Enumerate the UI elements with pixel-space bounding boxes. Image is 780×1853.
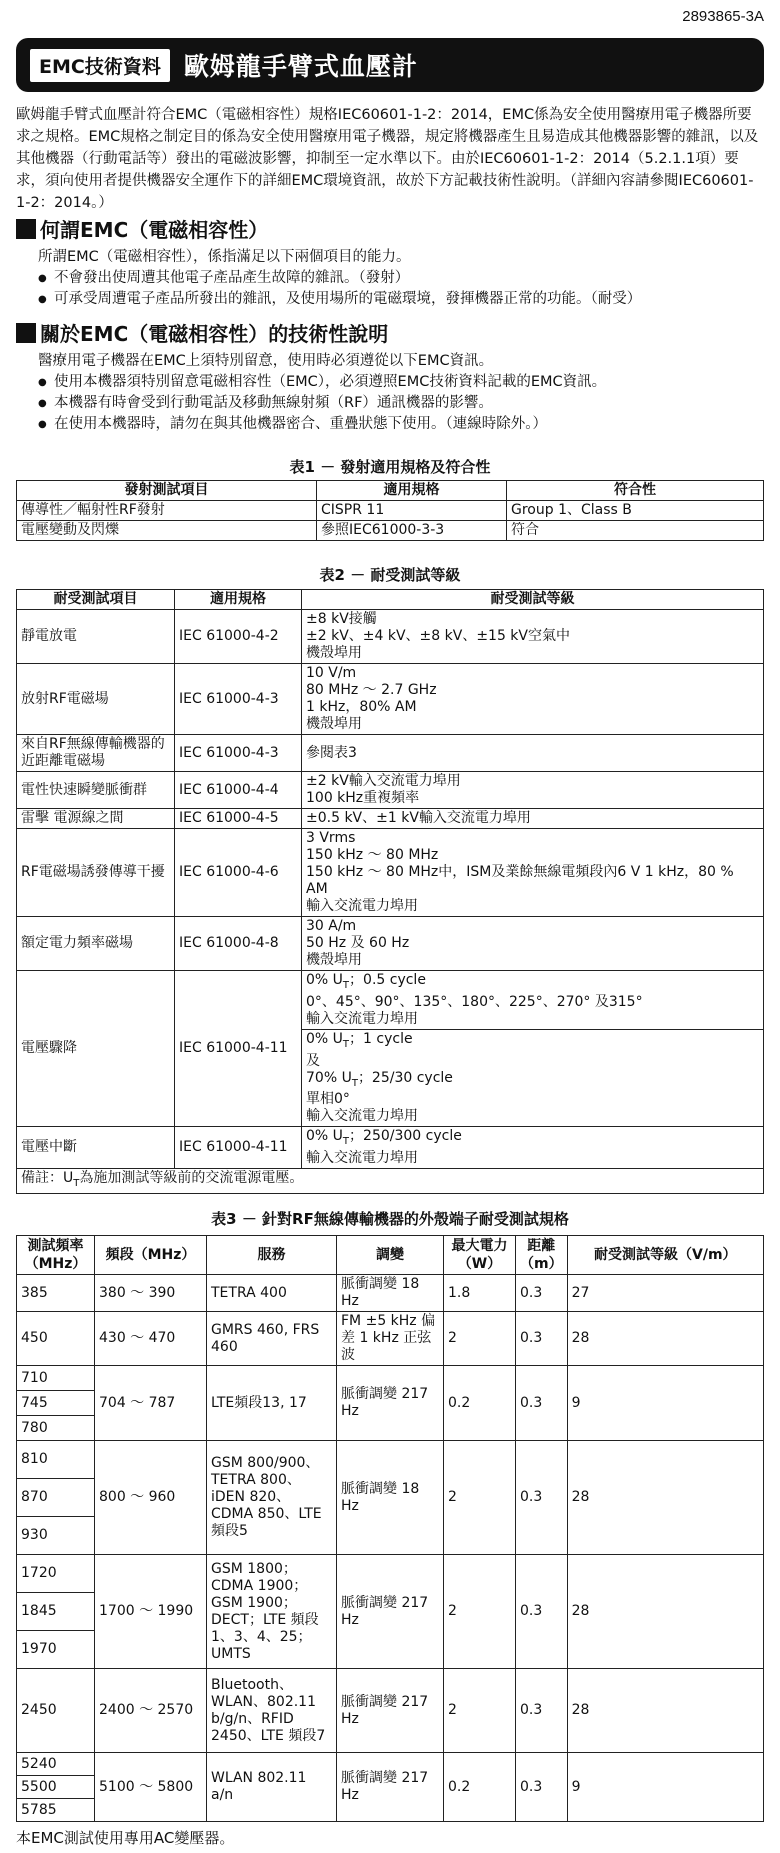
bullet-list [16,268,764,310]
table1-caption: 表1 － 發射適用規格及符合性 [289,458,491,476]
table-row [17,501,764,521]
cell-line: 0°、45°、90°、135°、180°、225°、270° 及315° [306,993,643,1010]
table-row [17,1669,764,1753]
table-row [17,1441,764,1479]
table-cell: IEC 61000-4-3 [175,664,302,735]
cell-line: ±8 kV接觸 [306,611,377,627]
ut-subscript: T [73,1177,80,1189]
table-cell: 脈衝調變 217 Hz [337,1366,444,1441]
table2-caption: 表2 － 耐受測試等級 [319,566,461,584]
table-row [17,917,764,971]
ut-subscript: T [342,979,350,991]
list-item: ● 使用本機器須特別留意電磁相容性（EMC），必須遵照EMC技術資料記載的EMC資訊。 [54,372,764,393]
table-cell [302,829,764,917]
table-row [17,1312,764,1366]
square-bullet-icon [16,219,36,239]
rf-wireless-table [16,1235,764,1822]
table-cell [302,917,764,971]
column-header: 測試頻率（MHz） [17,1236,95,1275]
table-cell: 710 [17,1366,95,1391]
cell-line: 輸入交流電力埠用 [306,1150,418,1167]
table-cell [302,1127,764,1169]
table-cell: 800 ～ 960 [95,1441,207,1555]
table-cell: IEC 61000-4-2 [175,610,302,664]
table-row [17,829,764,917]
table-cell: 2 [444,1312,516,1366]
cell-line: 輸入交流電力埠用 [306,1108,418,1125]
cell-line [306,1031,759,1053]
emission-table [16,480,764,541]
cell-line: 10 V/m [306,665,357,681]
table-cell: 1845 [17,1593,95,1631]
cell-line: 機殼埠用 [306,716,362,732]
ut-prefix: 備註：U [21,1170,74,1187]
table-cell: 電壓中斷 [17,1127,175,1169]
table-cell: 1970 [17,1631,95,1669]
table-row [17,1555,764,1593]
table-cell: 5500 [17,1776,95,1799]
table-cell: 780 [17,1416,95,1441]
table-cell: 靜電放電 [17,610,175,664]
table-cell: IEC 61000-4-3 [175,735,302,772]
table-cell [302,772,764,809]
table-cell: GSM 800/900、TETRA 800、iDEN 820、CDMA 850、LTE 頻段5 [207,1441,337,1555]
footer-note: 本EMC測試使用專用AC變壓器。 [16,1829,235,1847]
list-item: ● 不會發出使周遭其他電子產品產生故障的雜訊。（發射） [54,268,764,289]
table-cell: 0.3 [516,1555,568,1669]
table-cell [302,1029,764,1127]
table-row [17,772,764,809]
cell-line: 3 Vrms [306,830,356,846]
section-heading-text: 關於EMC（電磁相容性）的技術性說明 [40,322,389,346]
cell-line [21,1170,759,1192]
cell-line: 單相0° [306,1091,350,1108]
table-cell: 2 [444,1555,516,1669]
section-lead: 醫療用電子機器在EMC上須特別留意，使用時必須遵從以下EMC資訊。 [38,353,494,369]
table-cell: 1700 ～ 1990 [95,1555,207,1669]
ut-rest: ；250/300 cycle [349,1128,462,1145]
table-cell: 電性快速瞬變脈衝群 [17,772,175,809]
table-cell: 5785 [17,1799,95,1822]
table-header-row [17,590,764,610]
cell-line: 150 kHz ～ 80 MHz [306,847,439,863]
table-cell: 脈衝調變 217 Hz [337,1753,444,1822]
table-cell: 1.8 [444,1275,516,1312]
cell-line: ±0.5 kV、±1 kV輸入交流電力埠用 [306,810,531,826]
table-cell: 28 [567,1441,763,1555]
ut-subscript: T [351,1077,358,1089]
table-cell: 脈衝調變 18 Hz [337,1275,444,1312]
table-cell: 0.2 [444,1753,516,1822]
table-cell: 0.2 [444,1366,516,1441]
ut-prefix: 0% U [306,1030,343,1047]
table-row [17,809,764,829]
table-cell: 2 [444,1441,516,1555]
banner-tag: EMC技術資料 [30,49,170,82]
section-heading [16,214,764,243]
list-item: ● 在使用本機器時，請勿在與其他機器密合、重疊狀態下使用。（連線時除外。） [54,414,764,435]
table-cell: 430 ～ 470 [95,1312,207,1366]
title-banner [16,38,764,92]
table-cell: 傳導性／輻射性RF發射 [17,501,317,521]
cell-line: 100 kHz重複頻率 [306,790,420,806]
table-cell: 28 [567,1312,763,1366]
table-cell: IEC 61000-4-11 [175,971,302,1127]
column-header: 適用規格 [175,590,302,610]
table-cell: 電壓變動及閃爍 [17,521,317,541]
column-header: 符合性 [507,481,764,501]
table-cell [302,664,764,735]
table-cell: IEC 61000-4-6 [175,829,302,917]
table-cell: 額定電力頻率磁場 [17,917,175,971]
table-cell: 28 [567,1555,763,1669]
cell-line: 1 kHz，80% AM [306,699,417,715]
table-cell: 5240 [17,1753,95,1776]
table-cell: 2450 [17,1669,95,1753]
ut-prefix: 0% U [306,972,343,988]
section-what-is-emc [16,214,764,310]
table-cell [302,971,764,1030]
table-cell: 704 ～ 787 [95,1366,207,1441]
cell-line: ±2 kV輸入交流電力埠用 [306,773,461,789]
column-header: 耐受測試等級 [302,590,764,610]
cell-line: 50 Hz 及 60 Hz [306,935,410,951]
table-cell: 1720 [17,1555,95,1593]
table-header-row [17,481,764,501]
table-note [17,1169,764,1194]
table-row [17,521,764,541]
table-cell: Bluetooth、WLAN、802.11 b/g/n、RFID 2450、LTE 頻段7 [207,1669,337,1753]
table-cell: 745 [17,1391,95,1416]
table-header-row [17,1236,764,1275]
cell-line [306,972,759,994]
ut-subscript: T [342,1038,350,1050]
ut-prefix: 70% U [306,1069,352,1086]
table-note-row [17,1169,764,1194]
ut-subscript: T [342,1136,350,1148]
ut-rest: 為施加測試等級前的交流電源電壓。 [79,1170,304,1187]
table-cell: 9 [567,1753,763,1822]
table-cell: GMRS 460, FRS 460 [207,1312,337,1366]
intro-paragraph: 歐姆龍手臂式血壓計符合EMC（電磁相容性）規格IEC60601-1-2：2014，EMC係為安全使用醫療用電子機器所要求之規格。EMC規格之制定目的係為安全使用醫療用電子機器，規定將機器產生且易造成其他機器影響的雜訊，以及其他機器（行動電話等）發出的電磁波影響，抑制至一定水準以下。由於IEC60601-1-2：2014（5.2.1.1項）要求，須向使用者提供機器安全運作下的詳細EMC環境資訊，故於下方記載技術性說明。（詳細內容請參閱IEC60601-1-2：2014。） [16,107,759,211]
column-header: 最大電力（W） [444,1236,516,1275]
cell-line: 及 [306,1052,320,1069]
table-cell: WLAN 802.11 a/n [207,1753,337,1822]
cell-line: 參閱表3 [306,744,357,761]
section-heading-text: 何謂EMC（電磁相容性） [40,218,269,242]
table-cell: 脈衝調變 217 Hz [337,1669,444,1753]
cell-line: 輸入交流電力埠用 [306,1010,418,1027]
table-row [17,610,764,664]
cell-line: 30 A/m [306,918,357,934]
table-cell: TETRA 400 [207,1275,337,1312]
table-cell: LTE頻段13, 17 [207,1366,337,1441]
section-emc-technical [16,318,764,435]
list-item: ● 本機器有時會受到行動電話及移動無線射頻（RF）通訊機器的影響。 [54,393,764,414]
ut-prefix: 0% U [306,1128,343,1145]
table-row [17,735,764,772]
column-header: 耐受測試項目 [17,590,175,610]
table-cell: 930 [17,1517,95,1555]
table-cell: 0.3 [516,1275,568,1312]
table-cell: 28 [567,1669,763,1753]
table-cell: 電壓驟降 [17,971,175,1127]
table-cell: 來自RF無線傳輸機器的近距離電磁場 [17,735,175,772]
table-cell: 符合 [507,521,764,541]
column-header: 耐受測試等級（V/m） [567,1236,763,1275]
table-cell: IEC 61000-4-4 [175,772,302,809]
column-header: 發射測試項目 [17,481,317,501]
table-row [17,971,764,1030]
cell-line: 機殼埠用 [306,645,362,661]
table-cell: 27 [567,1275,763,1312]
table-cell: 脈衝調變 18 Hz [337,1441,444,1555]
column-header: 服務 [207,1236,337,1275]
cell-line: ±2 kV、±4 kV、±8 kV、±15 kV空氣中 [306,628,570,644]
table-cell: Group 1、Class B [507,501,764,521]
table-row [17,1366,764,1391]
table-cell: 0.3 [516,1669,568,1753]
table-cell: 0.3 [516,1441,568,1555]
table-cell: CISPR 11 [317,501,507,521]
table-cell: 放射RF電磁場 [17,664,175,735]
column-header: 頻段（MHz） [95,1236,207,1275]
table-cell: 385 [17,1275,95,1312]
table-row [17,1275,764,1312]
ut-rest: ；0.5 cycle [349,972,426,988]
table-cell: 2 [444,1669,516,1753]
column-header: 調變 [337,1236,444,1275]
cell-line [306,1128,759,1150]
table-cell: 0.3 [516,1753,568,1822]
document-number: 2893865-3A [682,8,764,25]
table-cell: 雷擊 電源線之間 [17,809,175,829]
section-heading [16,318,764,347]
table-cell: IEC 61000-4-5 [175,809,302,829]
table-cell [302,610,764,664]
table-cell: GSM 1800；CDMA 1900；GSM 1900；DECT；LTE 頻段1、3、4、25；UMTS [207,1555,337,1669]
cell-line: 150 kHz ～ 80 MHz中，ISM及業餘無線電頻段內6 V 1 kHz，80 % AM [306,864,734,897]
page-title: 歐姆龍手臂式血壓計 [183,52,418,81]
cell-line: 機殼埠用 [306,952,362,968]
table-cell: 380 ～ 390 [95,1275,207,1312]
table-cell: 0.3 [516,1366,568,1441]
table-cell: 2400 ～ 2570 [95,1669,207,1753]
table-cell: 810 [17,1441,95,1479]
table-cell: 870 [17,1479,95,1517]
cell-line: 輸入交流電力埠用 [306,898,418,914]
square-bullet-icon [16,323,36,343]
ut-rest: ；1 cycle [349,1030,413,1047]
table-cell: 脈衝調變 217 Hz [337,1555,444,1669]
immunity-table [16,589,764,1194]
table-cell: IEC 61000-4-11 [175,1127,302,1169]
table-cell: 5100 ～ 5800 [95,1753,207,1822]
table-row [17,664,764,735]
ut-rest: ；25/30 cycle [357,1069,453,1086]
table-cell: FM ±5 kHz 偏差 1 kHz 正弦波 [337,1312,444,1366]
list-item: ● 可承受周遭電子產品所發出的雜訊，及使用場所的電磁環境，發揮機器正常的功能。（耐受） [54,289,764,310]
column-header: 距離（m） [516,1236,568,1275]
table-cell: 9 [567,1366,763,1441]
table-cell: RF電磁場誘發傳導干擾 [17,829,175,917]
table-cell: 參照IEC61000-3-3 [317,521,507,541]
bullet-list [16,372,764,435]
table-cell [302,809,764,829]
cell-line: 80 MHz ～ 2.7 GHz [306,682,437,698]
table-row [17,1753,764,1776]
section-lead: 所謂EMC（電磁相容性），係指滿足以下兩個項目的能力。 [38,249,411,265]
table-cell: IEC 61000-4-8 [175,917,302,971]
column-header: 適用規格 [317,481,507,501]
table-cell: 450 [17,1312,95,1366]
table-row [17,1127,764,1169]
cell-line [306,1070,759,1092]
table-cell [302,735,764,772]
table3-caption: 表3 － 針對RF無線傳輸機器的外殼端子耐受測試規格 [211,1210,569,1228]
table-cell: 0.3 [516,1312,568,1366]
